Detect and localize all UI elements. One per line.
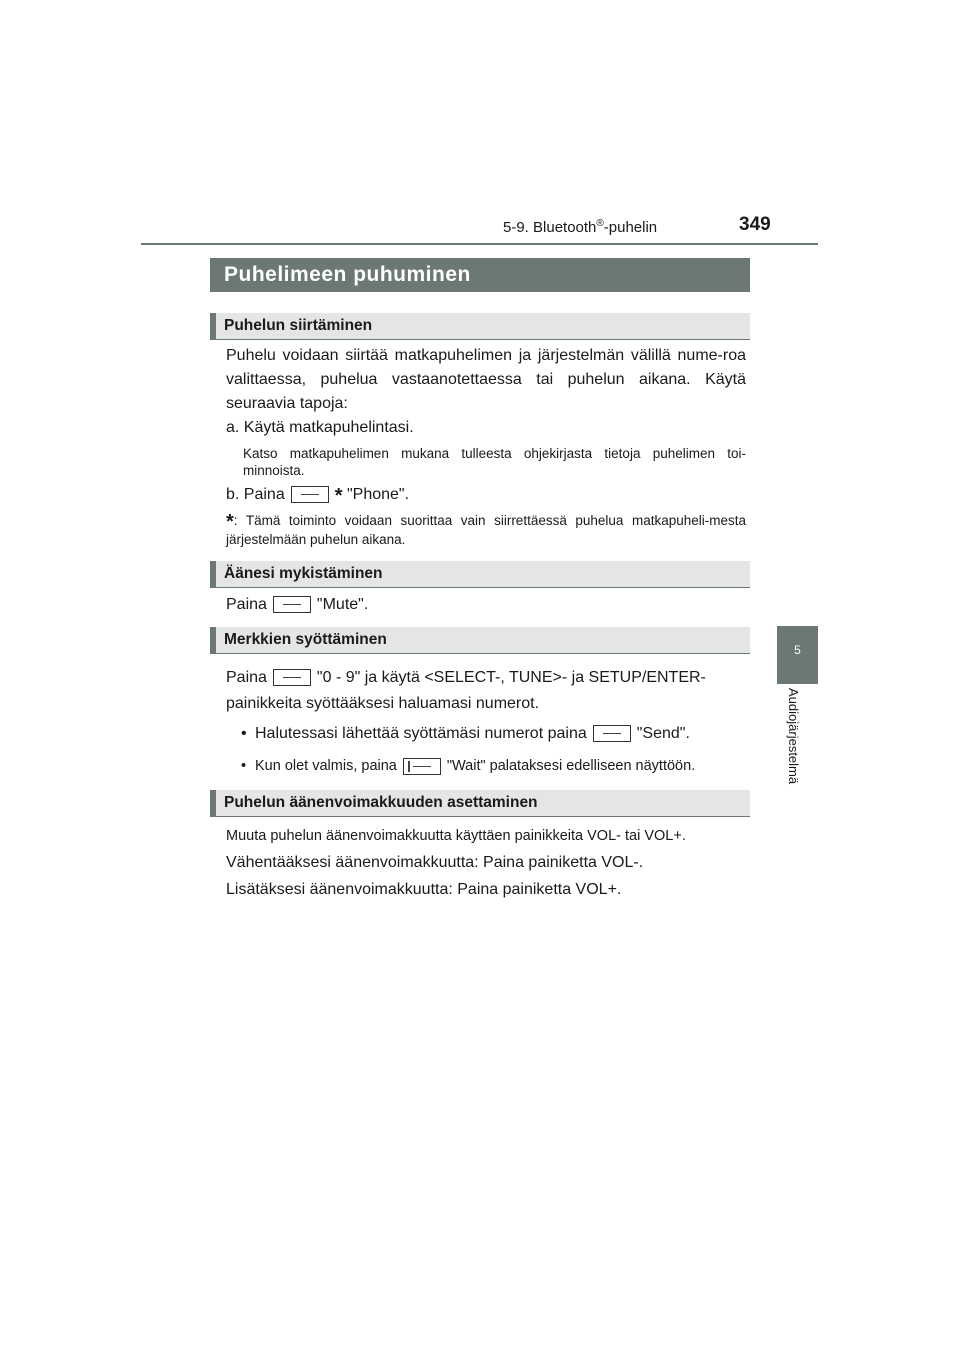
item-b: b. Paina * "Phone". xyxy=(226,485,410,507)
subheading-transfer-call: Puhelun siirtäminen xyxy=(210,313,750,340)
chapter-label: Audiojärjestelmä xyxy=(786,688,801,785)
bullet-send: • Halutessasi lähettää syöttämäsi numerot paina "Send". xyxy=(241,725,690,742)
wait-button-icon xyxy=(403,758,441,775)
item-a: a. Käytä matkapuhelintasi. xyxy=(226,419,414,436)
footnote: *: Tämä toiminto voidaan suorittaa vain siirrettäessä puhelua matkapuheli-mesta järjestelmään puhelun aikana. xyxy=(226,511,746,547)
page-number: 349 xyxy=(739,214,771,235)
digits-text: Paina "0 - 9" ja käytä <SELECT-, TUNE>- ja SETUP/ENTER- xyxy=(226,669,706,686)
volume-line3: Lisätäksesi äänenvoimakkuutta: Paina painiketta VOL+. xyxy=(226,881,622,898)
screen-button-icon xyxy=(273,669,311,686)
page-title: Puhelimeen puhuminen xyxy=(210,258,750,292)
header-divider xyxy=(141,243,818,245)
mute-text: Paina "Mute". xyxy=(226,596,369,613)
subheading-enter-digits: Merkkien syöttäminen xyxy=(210,627,750,654)
volume-line1: Muuta puhelun äänenvoimakkuutta käyttäen painikkeita VOL- tai VOL+. xyxy=(226,828,686,844)
subheading-volume: Puhelun äänenvoimakkuuden asettaminen xyxy=(210,790,750,817)
bullet-wait: • Kun olet valmis, paina "Wait" palataksesi edelliseen näyttöön. xyxy=(241,758,696,774)
volume-line2: Vähentääksesi äänenvoimakkuutta: Paina painiketta VOL-. xyxy=(226,854,644,871)
screen-button-icon xyxy=(273,596,311,613)
item-a-note: Katso matkapuhelimen mukana tulleesta ohjekirjasta tietoja puhelimen toi-minnoista. xyxy=(243,446,746,478)
subheading-mute: Äänesi mykistäminen xyxy=(210,561,750,588)
digits-text-cont: painikkeita syöttääksesi haluamasi numerot. xyxy=(226,695,540,712)
screen-button-icon xyxy=(291,486,329,503)
chapter-tab: 5 xyxy=(777,626,818,684)
transfer-intro: Puhelu voidaan siirtää matkapuhelimen ja järjestelmän välillä nume-roa valittaessa, puhelua vastaanotettaessa tai puhelun aikana. Käytä seuraavia tapoja: xyxy=(226,347,746,412)
section-header: 5-9. Bluetooth®-puhelin xyxy=(503,218,658,236)
screen-button-icon xyxy=(593,725,631,742)
